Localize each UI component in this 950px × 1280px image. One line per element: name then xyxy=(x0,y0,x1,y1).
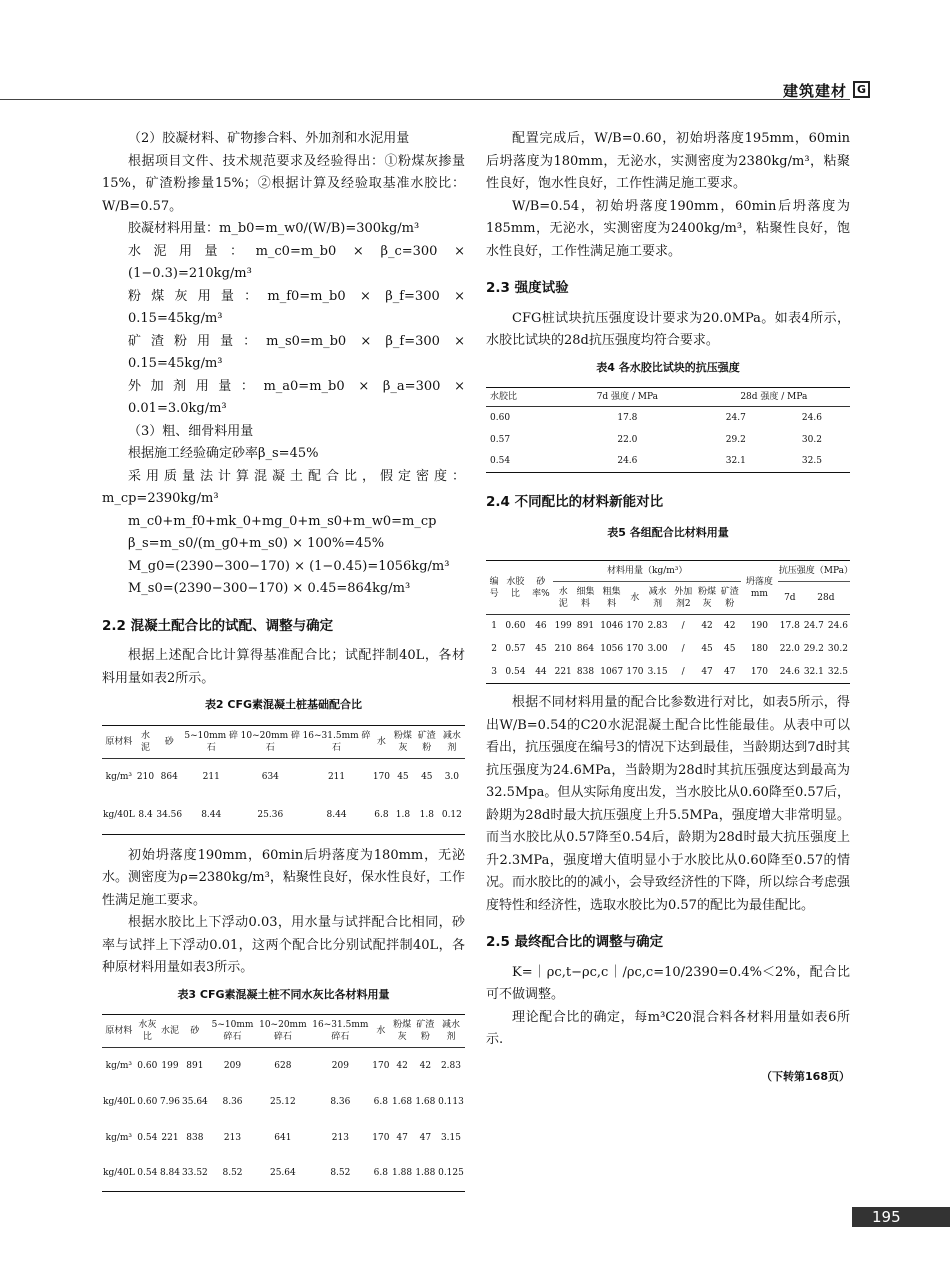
table-cell: 190 xyxy=(750,621,768,632)
table-cell: 42 xyxy=(396,1060,408,1071)
table-cell: 1 xyxy=(491,621,498,632)
table-cell: 33.52 xyxy=(182,1168,208,1179)
table-cell: 0.54 xyxy=(137,1132,158,1143)
section-heading: 2.5 最终配合比的调整与确定 xyxy=(486,934,664,950)
formula: M_s0=(2390−300−170) × 0.45=864kg/m³ xyxy=(128,581,411,596)
table-cell: 2.83 xyxy=(440,1060,461,1071)
section-heading: 2.2 混凝土配合比的试配、调整与确定 xyxy=(102,617,334,634)
table-cell: 3.0 xyxy=(444,772,460,783)
table-header: 水 xyxy=(625,582,644,615)
table-header: 抗压强度（MPa） xyxy=(778,561,850,582)
table-4 xyxy=(486,387,850,473)
table-row xyxy=(102,796,465,834)
paragraph: CFG桩试块抗压强度设计要求为20.0MPa。如表4所示，水胶比试块的28d抗压强度均符合要求。 xyxy=(486,310,850,348)
table-cell: 24.6 xyxy=(827,621,848,632)
paragraph: 配置完成后，W/B=0.60，初始坍落度195mm，60min后坍落度为180mm，无泌水，实测密度为2380kg/m³，粘聚性良好，饱水性良好，工作性满足施工要求。 xyxy=(486,131,850,191)
paragraph: 根据上述配合比计算得基准配合比；试配拌制40L，各材料用量如表2所示。 xyxy=(102,648,465,686)
header-rule xyxy=(0,99,850,100)
table-cell: 8.36 xyxy=(330,1096,351,1107)
table-cell: kg/40L xyxy=(103,809,135,820)
table-cell: / xyxy=(681,644,685,654)
formula: 胶凝材料用量：m_b0=m_w0/(W/B)=300kg/m³ xyxy=(128,221,420,236)
table-cell: 3.00 xyxy=(647,644,668,654)
table-cell: 24.7 xyxy=(725,412,746,423)
table-cell: / xyxy=(681,666,685,677)
table-cell: 891 xyxy=(576,621,595,632)
paragraph: 理论配合比的确定，每m³C20混合料各材料用量如表6所示. xyxy=(486,1009,850,1047)
table-cell: 24.6 xyxy=(779,666,800,677)
table-3 xyxy=(102,1014,465,1192)
table-caption: 表4 各水胶比试块的抗压强度 xyxy=(596,360,740,374)
table-cell: 47 xyxy=(396,1132,408,1143)
table-header: 28d 强度 / MPa xyxy=(698,388,850,407)
table-cell: 47 xyxy=(701,666,713,677)
paragraph: 根据水胶比上下浮动0.03，用水量与试拌配合比相同，砂率与试拌上下浮动0.01，这两个配合比分别试配拌制40L，各种原材料用量如表3所示。 xyxy=(102,915,465,975)
table-cell: 8.84 xyxy=(159,1168,180,1179)
table-cell: 3 xyxy=(491,666,498,677)
table-cell: 1.88 xyxy=(415,1168,436,1179)
table-cell: 1.88 xyxy=(392,1168,413,1179)
table-cell: 32.1 xyxy=(803,666,824,677)
table-cell: 213 xyxy=(223,1132,242,1143)
table-cell: 8.44 xyxy=(326,809,347,820)
table-cell: 32.5 xyxy=(827,666,848,677)
table-cell: 170 xyxy=(372,1060,390,1071)
table-cell: 24.7 xyxy=(803,621,824,632)
table-cell: 8.52 xyxy=(222,1168,243,1179)
formula: β_s=m_s0/(m_g0+m_s0) × 100%=45% xyxy=(128,536,385,551)
table-cell: 8.52 xyxy=(330,1168,351,1179)
table-cell: 0.113 xyxy=(438,1096,464,1107)
table-cell: 25.64 xyxy=(269,1168,296,1179)
table-cell: 22.0 xyxy=(779,644,800,654)
table-cell: 46 xyxy=(535,621,547,632)
table-cell: 0.125 xyxy=(438,1168,464,1179)
table-cell: 199 xyxy=(554,621,572,632)
table-cell: 1.68 xyxy=(415,1096,436,1107)
table-cell: 634 xyxy=(261,772,279,783)
table-cell: 0.54 xyxy=(137,1168,158,1179)
table-cell: 891 xyxy=(186,1060,204,1071)
table-row xyxy=(102,1156,465,1192)
table-cell: 1067 xyxy=(600,666,624,677)
table-cell: kg/40L xyxy=(103,1096,135,1107)
formula: M_g0=(2390−300−170) × (1−0.45)=1056kg/m³ xyxy=(128,558,450,574)
table-cell: 0.60 xyxy=(137,1060,158,1071)
table-cell: 42 xyxy=(723,621,736,632)
table-row xyxy=(486,661,850,684)
table-cell: 30.2 xyxy=(801,434,822,445)
table-header: 矿渣粉 xyxy=(718,582,741,615)
table-cell: 0.60 xyxy=(137,1096,158,1107)
table-cell: 45 xyxy=(535,644,547,654)
table-cell: 45 xyxy=(397,772,409,783)
table-cell: 25.12 xyxy=(269,1096,296,1107)
table-cell: 44 xyxy=(535,666,547,677)
table-cell: 209 xyxy=(331,1060,349,1071)
table-header: 粉煤灰 xyxy=(696,582,719,615)
table-cell: 17.8 xyxy=(779,621,800,632)
table-cell: 170 xyxy=(372,772,390,783)
table-header: 水泥 xyxy=(553,582,573,615)
table-cell: 47 xyxy=(723,666,736,677)
paragraph: 根据不同材料用量的配合比参数进行对比，如表5所示，得出W/B=0.54的C20水泥混凝土配合比性能最佳。从表中可以看出，抗压强度在编号3的情况下达到最佳，当龄期达到7d时其抗压强度为24.6MPa，当龄期为28d时其抗压强度达到最高为32.5Mpa。但从实际角度出发，当水胶比从0.60降至0.57后，龄期为28d时最大抗压强度上升5.5MPa，强度增大非常明显。而当水胶比从0.57降至0.54后，龄期为28d时最大抗压强度上升2.3MPa，强度增大值明显小于水胶比从0.60降至0.57的情况。而水胶比的的减小，会导致经济性的下降，所以综合考虑强度特性和经济性，选取水胶比为0.57的配比为最佳配比。 xyxy=(486,695,851,913)
table-cell: 213 xyxy=(331,1132,349,1143)
paragraph: 根据项目文件、技术规范要求及经验得出：①粉煤灰掺量15%，矿渣粉掺量15%；②根据计算及经验取基准水胶比：W/B=0.57。 xyxy=(102,153,465,214)
table-cell: 1056 xyxy=(600,644,624,654)
formula: 粉煤灰用量：m_f0=m_b0 × β_f=300 × 0.15=45kg/m³ xyxy=(128,288,465,326)
table-cell: / xyxy=(681,621,685,632)
paragraph: K=｜ρc,t−ρc,c｜/ρc,c=10/2390=0.4%＜2%，配合比可不做调整。 xyxy=(486,964,850,1002)
table-cell: 641 xyxy=(274,1132,292,1143)
table-caption: 表3 CFG素混凝土桩不同水灰比各材料用量 xyxy=(177,987,390,1001)
table-cell: 210 xyxy=(554,644,572,654)
table-cell: 2.83 xyxy=(647,621,668,632)
table-cell: 6.8 xyxy=(373,1096,388,1107)
table-header: 砂 xyxy=(181,1015,209,1048)
paragraph: 根据施工经验确定砂率β_s=45% xyxy=(128,446,319,461)
table-header: 粉煤灰 xyxy=(390,1015,413,1048)
table-cell: 24.6 xyxy=(617,456,638,467)
table-cell: 211 xyxy=(202,772,220,783)
table-cell: 170 xyxy=(750,666,768,677)
table-row xyxy=(102,1120,465,1156)
table-cell: 34.56 xyxy=(156,809,183,820)
table-header: 编号 xyxy=(486,561,502,615)
table-cell: kg/m³ xyxy=(105,1060,133,1071)
table-cell: kg/m³ xyxy=(105,1132,133,1143)
right-column xyxy=(486,128,854,1088)
table-row xyxy=(486,615,850,638)
table-cell: 42 xyxy=(419,1060,432,1071)
table-cell: 0.60 xyxy=(490,412,511,423)
table-cell: 45 xyxy=(701,644,713,654)
table-header: 水 xyxy=(371,1015,390,1048)
journal-logo-icon: G xyxy=(853,81,870,98)
table-header: 减水剂 xyxy=(645,582,671,615)
formula: m_c0+m_f0+mk_0+mg_0+m_s0+m_w0=m_cp xyxy=(128,513,437,529)
table-cell: 838 xyxy=(576,666,595,677)
table-header: 矿渣粉 xyxy=(415,725,439,758)
table-row xyxy=(102,1084,465,1120)
formula: 水泥用量：m_c0=m_b0 × β_c=300 × (1−0.3)=210kg/m³ xyxy=(128,243,465,281)
paragraph: 采用质量法计算混凝土配合比，假定密度：m_cp=2390kg/m³ xyxy=(102,468,465,506)
formula: 外加剂用量：m_a0=m_b0 × β_a=300 × 0.01=3.0kg/m³ xyxy=(128,378,465,416)
table-cell: 838 xyxy=(186,1132,204,1143)
table-header: 矿渣粉 xyxy=(414,1015,437,1048)
table-cell: 25.36 xyxy=(257,809,284,820)
table-cell: 1046 xyxy=(600,621,624,632)
table-cell: 29.2 xyxy=(725,434,746,445)
table-cell: 170 xyxy=(626,666,644,677)
table-cell: 170 xyxy=(626,644,644,654)
table-cell: 0.60 xyxy=(505,621,526,632)
table-header: 16~31.5mm 碎石 xyxy=(309,1015,371,1048)
table-header: 砂率% xyxy=(528,561,553,615)
table-header: 7d 强度 / MPa xyxy=(557,388,698,407)
table-cell: 6.8 xyxy=(374,809,389,820)
table-cell: 170 xyxy=(626,621,644,632)
table-cell: 0.12 xyxy=(441,809,462,820)
table-header: 减水剂 xyxy=(437,1015,465,1048)
table-header: 原材料 xyxy=(102,725,136,758)
table-cell: 35.64 xyxy=(182,1096,208,1107)
left-column xyxy=(102,128,465,1192)
table-header: 28d xyxy=(802,582,850,615)
table-cell: 29.2 xyxy=(803,644,824,654)
table-row xyxy=(102,1048,465,1084)
table-cell: 7.96 xyxy=(159,1096,180,1107)
table-row xyxy=(486,451,850,473)
table-cell: 221 xyxy=(161,1132,179,1143)
table-header: 原材料 xyxy=(102,1015,136,1048)
table-header: 外加剂2 xyxy=(671,582,696,615)
table-cell: 0.57 xyxy=(505,644,526,654)
table-header: 10~20mm 碎石 xyxy=(256,1015,309,1048)
table-cell: 628 xyxy=(274,1060,292,1071)
table-header: 7d xyxy=(778,582,802,615)
table-header: 10~20mm 碎石 xyxy=(239,725,301,758)
table-cell: 209 xyxy=(223,1060,242,1071)
table-cell: 1.68 xyxy=(392,1096,413,1107)
table-2 xyxy=(102,725,465,835)
table-caption: 表2 CFG素混凝土桩基础配合比 xyxy=(204,698,363,711)
table-cell: 3.15 xyxy=(440,1132,461,1143)
table-cell: 24.6 xyxy=(801,412,822,423)
table-cell: 210 xyxy=(136,772,155,783)
table-header: 水胶比 xyxy=(502,561,528,615)
paragraph: 初始坍落度190mm，60min后坍落度为180mm，无泌水。测密度为ρ=2380kg/m³，粘聚性良好，保水性良好，工作性满足施工要求。 xyxy=(102,847,465,908)
table-header: 5~10mm 碎石 xyxy=(183,725,239,758)
table-header: 5~10mm 碎石 xyxy=(209,1015,256,1048)
table-header: 水灰比 xyxy=(136,1015,159,1048)
section-heading: 2.3 强度试验 xyxy=(486,280,569,296)
paragraph: （3）粗、细骨料用量 xyxy=(128,423,254,439)
table-row xyxy=(486,429,850,451)
table-header: 粗集料 xyxy=(598,582,625,615)
table-cell: 8.4 xyxy=(138,809,153,820)
table-cell: 211 xyxy=(327,772,346,783)
table-cell: 170 xyxy=(372,1132,390,1143)
table-cell: 2 xyxy=(491,644,498,654)
table-cell: 22.0 xyxy=(617,434,638,445)
table-cell: 8.36 xyxy=(222,1096,243,1107)
table-cell: 17.8 xyxy=(617,412,638,423)
table-cell: 0.54 xyxy=(505,666,526,677)
table-cell: kg/m³ xyxy=(105,772,133,783)
table-cell: 1.8 xyxy=(419,809,434,820)
table-cell: 45 xyxy=(421,772,433,783)
table-cell: 864 xyxy=(576,644,595,654)
table-cell: 221 xyxy=(554,666,572,677)
table-cell: 199 xyxy=(161,1060,179,1071)
table-5 xyxy=(486,560,854,684)
table-cell: 1.8 xyxy=(395,809,411,820)
table-row xyxy=(486,638,850,661)
continued-note: （下转第168页） xyxy=(761,1069,850,1083)
table-cell: 864 xyxy=(160,772,178,783)
paragraph: W/B=0.54，初始坍落度190mm，60min后坍落度为185mm，无泌水，实测密度为2400kg/m³，粘聚性良好，饱水性良好，工作性满足施工要求。 xyxy=(486,198,850,259)
table-cell: 3.15 xyxy=(647,666,668,677)
table-header: 减水剂 xyxy=(439,725,465,758)
table-cell: 47 xyxy=(419,1132,432,1143)
table-header: 水胶比 xyxy=(486,388,557,407)
table-cell: 45 xyxy=(723,644,736,654)
table-header: 水泥 xyxy=(159,1015,181,1048)
table-cell: 8.44 xyxy=(201,809,222,820)
table-cell: 30.2 xyxy=(827,644,848,654)
table-cell: 6.8 xyxy=(373,1168,388,1179)
section-heading: 2.4 不同配比的材料新能对比 xyxy=(486,494,664,510)
table-cell: 32.1 xyxy=(725,456,746,467)
paragraph: （2）胶凝材料、矿物掺合料、外加剂和水泥用量 xyxy=(128,131,410,146)
table-header: 细集料 xyxy=(573,582,598,615)
table-caption: 表5 各组配合比材料用量 xyxy=(607,525,729,539)
formula: 矿渣粉用量：m_s0=m_b0 × β_f=300 × 0.15=45kg/m³ xyxy=(128,333,465,371)
table-header: 坍落度 mm xyxy=(741,561,778,615)
table-cell: 32.5 xyxy=(801,456,822,467)
table-cell: 0.57 xyxy=(490,434,511,445)
table-header: 水泥 xyxy=(136,725,156,758)
page-number: 195 xyxy=(852,1207,950,1227)
table-header: 粉煤灰 xyxy=(391,725,415,758)
table-header: 水 xyxy=(372,725,391,758)
table-cell: 180 xyxy=(750,644,768,654)
journal-section-title: 建筑建材 xyxy=(782,82,847,100)
table-header: 材料用量（kg/m³） xyxy=(553,561,741,582)
table-header: 16~31.5mm 碎石 xyxy=(301,725,372,758)
table-row xyxy=(486,407,850,429)
table-row xyxy=(102,758,465,796)
table-header: 砂 xyxy=(155,725,183,758)
table-cell: 42 xyxy=(701,621,713,632)
table-cell: kg/40L xyxy=(103,1168,135,1179)
table-cell: 0.54 xyxy=(490,456,511,467)
